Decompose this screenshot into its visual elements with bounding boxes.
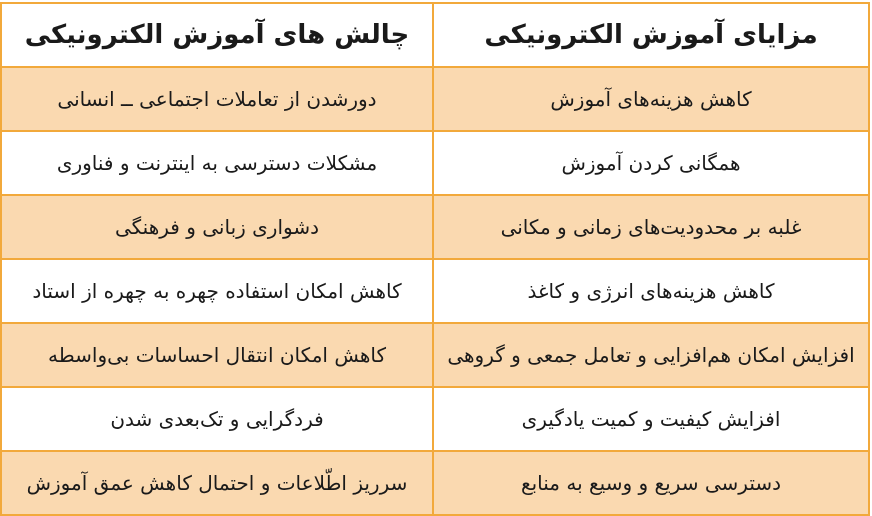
challenge-cell: سرریز اطّلاعات و احتمال کاهش عمق آموزش [1,451,433,515]
advantage-cell: همگانی کردن آموزش [433,131,869,195]
table-row [1,131,869,195]
challenge-cell: مشکلات دسترسی به اینترنت و فناوری [1,131,433,195]
challenge-cell: کاهش امکان استفاده چهره به چهره از استاد [1,259,433,323]
table-row [1,387,869,451]
advantage-cell: دسترسی سریع و وسیع به منابع [433,451,869,515]
elearning-comparison-table [0,2,870,516]
table-row [1,195,869,259]
advantage-cell: افزایش امکان هم‌افزایی و تعامل جمعی و گروهی [433,323,869,387]
table-row [1,323,869,387]
challenge-cell: کاهش امکان انتقال احساسات بی‌واسطه [1,323,433,387]
table-row [1,67,869,131]
comparison-table-container [2,2,870,498]
table-row [1,259,869,323]
header-advantages: مزایای آموزش الکترونیکی [433,3,869,67]
challenge-cell: فردگرایی و تک‌بعدی شدن [1,387,433,451]
advantage-cell: کاهش هزینه‌های انرژی و کاغذ [433,259,869,323]
advantage-cell: کاهش هزینه‌های آموزش [433,67,869,131]
challenge-cell: دورشدن از تعاملات اجتماعی ــ انسانی [1,67,433,131]
advantage-cell: غلبه بر محدودیت‌های زمانی و مکانی [433,195,869,259]
challenge-cell: دشواری زبانی و فرهنگی [1,195,433,259]
header-challenges: چالش های آموزش الکترونیکی [1,3,433,67]
table-row [1,451,869,515]
advantage-cell: افزایش کیفیت و کمیت یادگیری [433,387,869,451]
table-header-row [1,3,869,67]
